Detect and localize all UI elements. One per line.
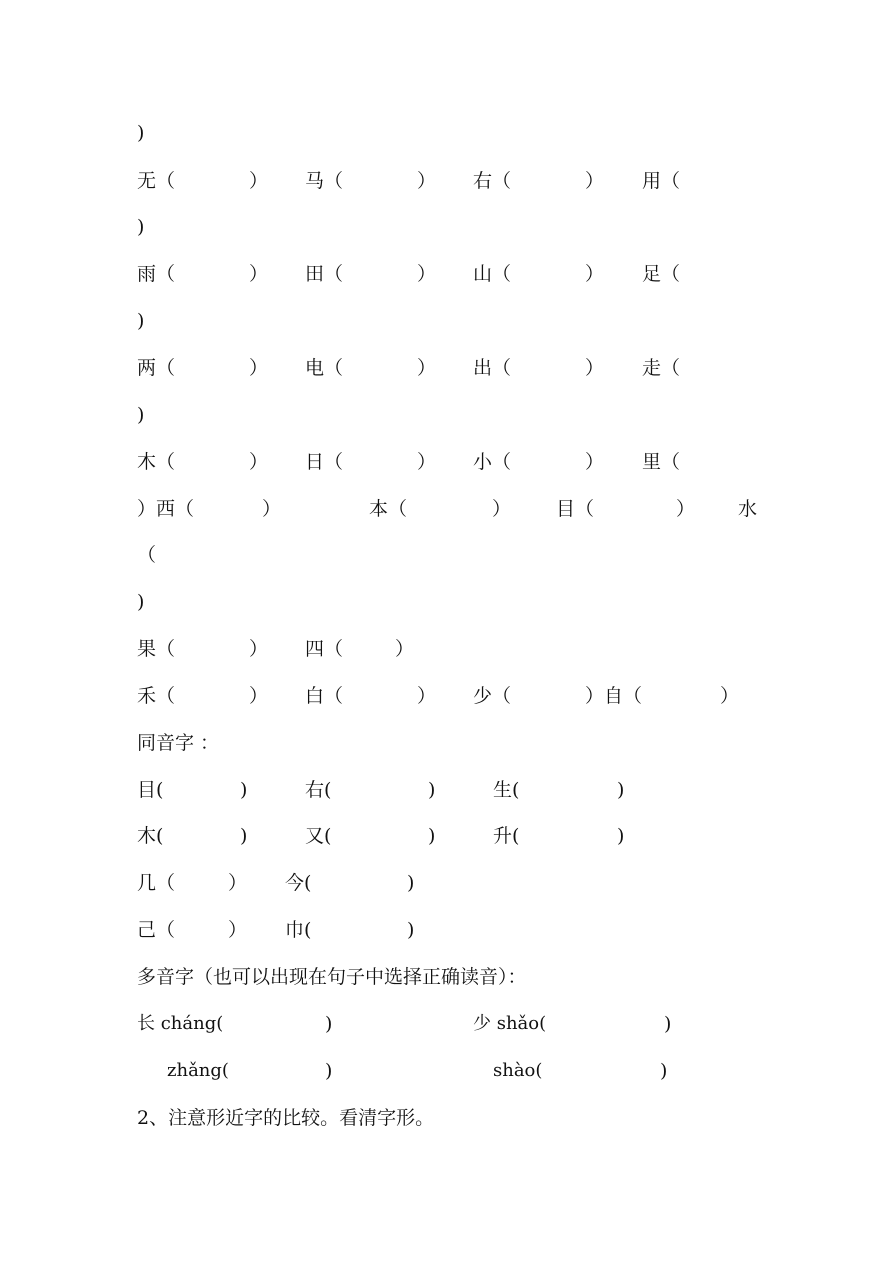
polyphone-heading: 多音字（也可以出现在句子中选择正确读音）： <box>137 966 527 988</box>
char-blank: 田（ <box>305 263 344 285</box>
char-blank: 又( <box>305 825 332 847</box>
text-line <box>0 447 681 477</box>
text-line <box>0 259 681 289</box>
char-blank: 巾( <box>285 919 312 941</box>
pinyin-blank: shào( <box>493 1060 543 1081</box>
char-blank: 里（ <box>642 451 681 473</box>
char-blank: 禾（ <box>137 685 176 707</box>
text-line <box>0 118 145 148</box>
closing-paren: ） <box>249 263 269 285</box>
char-blank: 几（ <box>137 872 176 894</box>
char-blank: 足（ <box>642 263 681 285</box>
char-blank: 果（ <box>137 638 176 660</box>
char-blank: 白（ <box>305 685 344 707</box>
closing-paren: ） <box>249 685 269 707</box>
char-blank: 雨（ <box>137 263 176 285</box>
char-blank: 生( <box>493 779 520 801</box>
text-line <box>0 306 145 336</box>
closing-paren: ) <box>137 404 145 426</box>
closing-paren: ） <box>417 170 437 192</box>
text-line <box>0 1056 668 1086</box>
closing-paren: ) <box>325 1060 333 1082</box>
closing-paren: ） <box>417 451 437 473</box>
char-blank: ）西（ <box>137 498 195 520</box>
closing-paren: ） <box>228 919 248 941</box>
closing-paren: ) <box>240 779 248 801</box>
pinyin-blank: 少 shǎo( <box>473 1013 547 1034</box>
char-blank: 木( <box>137 825 164 847</box>
closing-paren: ） <box>249 357 269 379</box>
closing-paren: ） <box>395 638 415 660</box>
closing-paren: ） <box>417 357 437 379</box>
closing-paren: ) <box>428 825 436 847</box>
section-heading <box>0 728 220 758</box>
char-blank: 两（ <box>137 357 176 379</box>
closing-paren: ） <box>249 638 269 660</box>
closing-paren: ） <box>585 263 605 285</box>
char-blank: 无（ <box>137 170 176 192</box>
text-line <box>0 587 145 617</box>
closing-paren: ） <box>417 263 437 285</box>
char-blank: 目（ <box>556 498 595 520</box>
char-blank: 出（ <box>473 357 512 379</box>
closing-paren: ） <box>262 498 282 520</box>
section-heading <box>0 1103 435 1133</box>
closing-paren: ) <box>137 591 145 613</box>
char-blank: 目( <box>137 779 164 801</box>
closing-paren: ） <box>249 451 269 473</box>
closing-paren: ) <box>137 122 145 144</box>
text-line <box>0 634 415 664</box>
text-line <box>0 821 625 851</box>
char-blank: 用（ <box>642 170 681 192</box>
closing-paren: ） <box>585 170 605 192</box>
text-line <box>0 540 157 570</box>
closing-paren: ） <box>249 170 269 192</box>
text-line <box>0 494 758 524</box>
closing-paren: ) <box>428 779 436 801</box>
char-blank: 升( <box>493 825 520 847</box>
char-blank: 水 <box>738 498 758 520</box>
closing-paren: ） <box>585 451 605 473</box>
closing-paren: ) <box>664 1013 672 1035</box>
text-line <box>0 212 145 242</box>
char-blank: 小（ <box>473 451 512 473</box>
closing-paren: ) <box>137 216 145 238</box>
text-line <box>0 1009 672 1039</box>
char-blank: 本（ <box>369 498 408 520</box>
char-blank: 己（ <box>137 919 176 941</box>
closing-paren: ) <box>137 310 145 332</box>
shape-similar-heading: 2、注意形近字的比较。看清字形。 <box>137 1107 435 1129</box>
closing-paren: ) <box>407 919 415 941</box>
closing-paren: ） <box>492 498 512 520</box>
char-blank: 今( <box>285 872 312 894</box>
text-line <box>0 915 415 945</box>
text-line <box>0 353 681 383</box>
char-blank: 四（ <box>305 638 344 660</box>
closing-paren: ) <box>407 872 415 894</box>
closing-paren: ） <box>585 357 605 379</box>
closing-paren: ） <box>720 685 740 707</box>
closing-paren: ) <box>617 779 625 801</box>
char-blank: ）自（ <box>585 685 643 707</box>
char-blank: 走（ <box>642 357 681 379</box>
closing-paren: ) <box>325 1013 333 1035</box>
char-blank: 木（ <box>137 451 176 473</box>
char-blank: 右( <box>305 779 332 801</box>
char-blank: 山（ <box>473 263 512 285</box>
closing-paren: ) <box>240 825 248 847</box>
char-blank: 日（ <box>305 451 344 473</box>
section-heading <box>0 962 527 992</box>
pinyin-blank: zhǎng( <box>167 1060 229 1081</box>
homophone-heading: 同音字 ： <box>137 732 220 754</box>
pinyin-blank: 长 cháng( <box>137 1013 224 1034</box>
text-line <box>0 681 740 711</box>
char-blank: 少（ <box>473 685 512 707</box>
text-line <box>0 775 625 805</box>
text-line <box>0 400 145 430</box>
opening-paren: （ <box>137 544 157 566</box>
closing-paren: ） <box>228 872 248 894</box>
char-blank: 马（ <box>305 170 344 192</box>
text-line <box>0 166 681 196</box>
closing-paren: ) <box>617 825 625 847</box>
closing-paren: ) <box>660 1060 668 1082</box>
char-blank: 右（ <box>473 170 512 192</box>
closing-paren: ） <box>676 498 696 520</box>
char-blank: 电（ <box>305 357 344 379</box>
closing-paren: ） <box>417 685 437 707</box>
text-line <box>0 868 415 898</box>
